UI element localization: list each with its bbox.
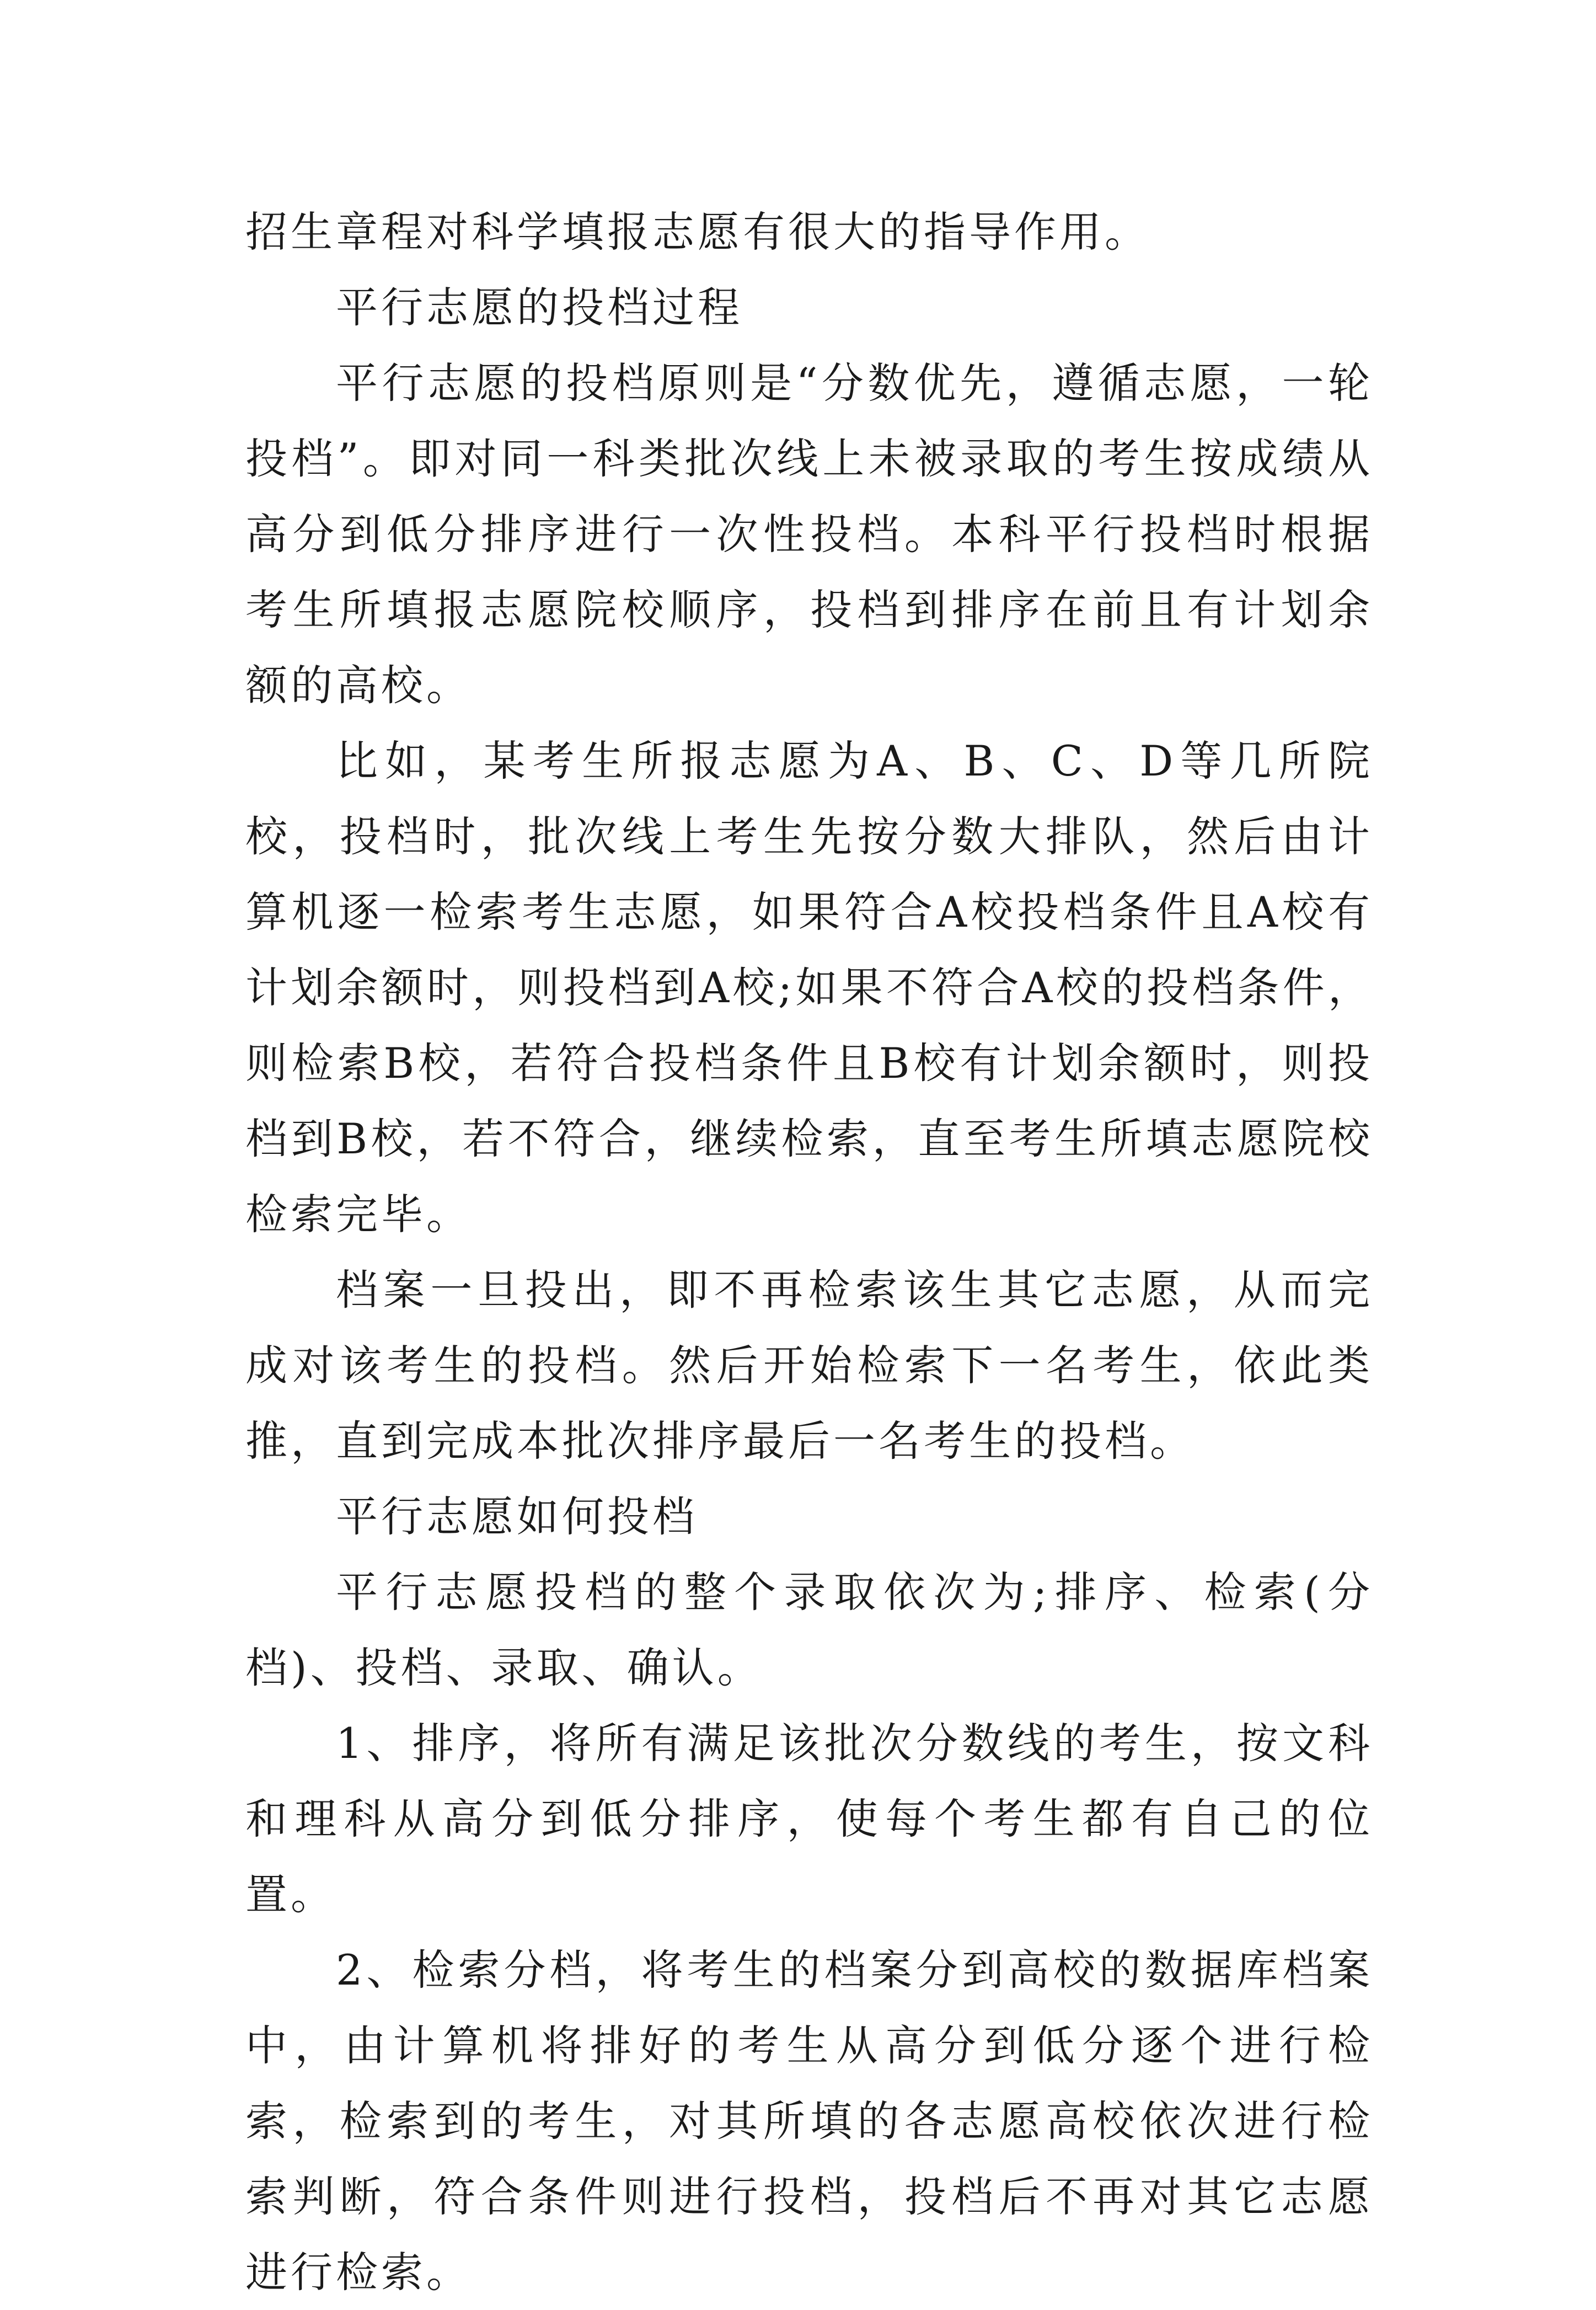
paragraph-principle: 平行志愿的投档原则是“分数优先，遵循志愿，一轮投档”。即对同一科类批次线上未被录取的考生按成绩从高分到低分排序进行一次性投档。本科平行投档时根据考生所填报志愿院校顺序，投档到排序在前且有计划余额的高校。 [245, 359, 1373, 710]
paragraph-example: 比如，某考生所报志愿为A、B、C、D等几所院校，投档时，批次线上考生先按分数大排队，然后由计算机逐一检索考生志愿，如果符合A校投档条件且A校有计划余额时，则投档到A校;如果不符合A校的投档条件，则检索B校，若符合投档条件且B校有计划余额时，则投档到B校，若不符合，继续检索，直至考生所填志愿院校检索完毕。 [245, 736, 1373, 1239]
document-body [245, 194, 1373, 2310]
paragraph-step-1: 1、排序，将所有满足该批次分数线的考生，按文科和理科从高分到低分排序，使每个考生都有自己的位置。 [245, 1719, 1373, 1919]
section-heading-how: 平行志愿如何投档 [336, 1492, 698, 1541]
section-heading-process: 平行志愿的投档过程 [336, 283, 743, 332]
paragraph-step-2: 2、检索分档，将考生的档案分到高校的数据库档案中，由计算机将排好的考生从高分到低分逐个进行检索，检索到的考生，对其所填的各志愿高校依次进行检索判断，符合条件则进行投档，投档后不再对其它志愿进行检索。 [245, 1945, 1373, 2297]
paragraph-sequence: 平行志愿投档的整个录取依次为;排序、检索(分档)、投档、录取、确认。 [245, 1568, 1373, 1692]
paragraph-1: 招生章程对科学填报志愿有很大的指导作用。 [245, 207, 1150, 256]
paragraph-archive: 档案一旦投出，即不再检索该生其它志愿，从而完成对该考生的投档。然后开始检索下一名考生，依此类推，直到完成本批次排序最后一名考生的投档。 [245, 1265, 1373, 1466]
